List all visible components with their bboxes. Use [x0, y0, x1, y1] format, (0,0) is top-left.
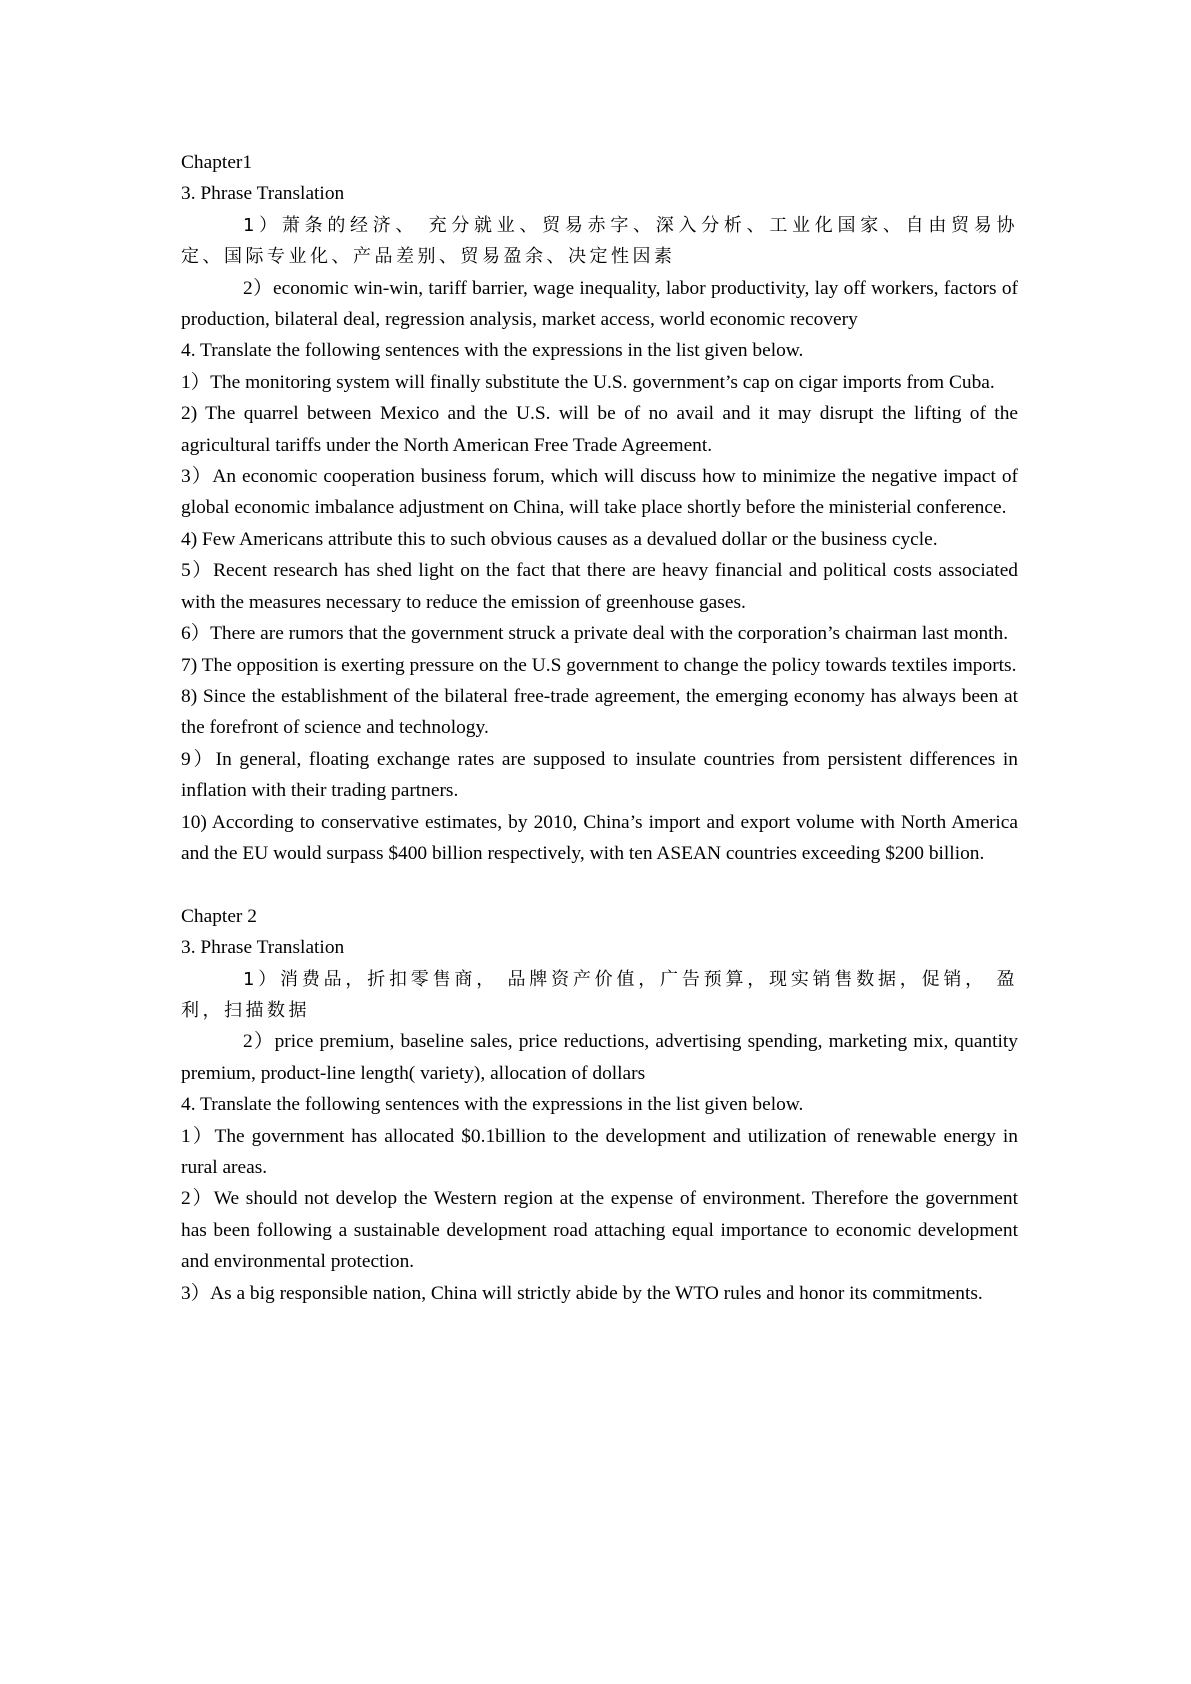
chapter1-phrase-translation-title: 3. Phrase Translation [181, 183, 345, 205]
chapter2-sentence-translation-title: 4. Translate the following sentences with the expressions in the list given below. [181, 1094, 804, 1116]
chapter1-sentence-1: 1）The monitoring system will finally substitute the U.S. government’s cap on cigar imports from Cuba. [181, 371, 995, 393]
chapter1-sentence-5: 5）Recent research has shed light on the fact that there are heavy financial and political costs associated with the measures necessary to reduce the emission of greenhouse gases. [181, 560, 1018, 613]
chapter2-phrase-list-english: 2）price premium, baseline sales, price reductions, advertising spending, marketing mix, quantity premium, product-line length( variety), allocation of dollars [181, 1031, 1018, 1084]
chapter1-phrase-list-english: 2）economic win-win, tariff barrier, wage inequality, labor productivity, lay off workers, factors of production, bilateral deal, regression analysis, market access, world economic recovery [181, 277, 1018, 331]
chapter2-phrase-list-chinese: 1）消费品，折扣零售商， 品牌资产价值，广告预算，现实销售数据，促销， 盈利，扫描数据 [181, 968, 1018, 1021]
chapter2-heading: Chapter 2 [181, 905, 257, 927]
chapter1-sentence-6: 6）There are rumors that the government struck a private deal with the corporation’s chairman last month. [181, 623, 1009, 645]
chapter2-sentence-2: 2）We should not develop the Western region at the expense of environment. Therefore the government has been following a sustainable development road attaching equal importance to economic development and environmental protection. [181, 1188, 1018, 1273]
chapter1-sentence-9: 9）In general, floating exchange rates are supposed to insulate countries from persistent differences in inflation with their trading partners. [181, 748, 1018, 802]
chapter1-phrase-list-chinese: 1）萧条的经济、 充分就业、贸易赤字、深入分析、工业化国家、自由贸易协定、国际专业化、产品差别、贸易盈余、决定性因素 [181, 214, 1018, 268]
document-page [181, 147, 1018, 1309]
chapter1-sentence-10: 10) According to conservative estimates, by 2010, China’s import and export volume with North America and the EU would surpass $400 billion respectively, with ten ASEAN countries exceeding $200 billion. [181, 811, 1018, 864]
chapter1-sentence-2: 2) The quarrel between Mexico and the U.S. will be of no avail and it may disrupt the lifting of the agricultural tariffs under the North American Free Trade Agreement. [181, 403, 1018, 456]
chapter2-sentence-1: 1）The government has allocated $0.1billion to the development and utilization of renewable energy in rural areas. [181, 1125, 1018, 1178]
chapter1-sentence-3: 3）An economic cooperation business forum, which will discuss how to minimize the negative impact of global economic imbalance adjustment on China, will take place shortly before the ministerial conference. [181, 466, 1018, 519]
chapter2-sentence-3: 3）As a big responsible nation, China will strictly abide by the WTO rules and honor its commitments. [181, 1282, 983, 1304]
chapter1-heading: Chapter1 [181, 152, 253, 173]
chapter-spacer [181, 869, 1018, 900]
chapter1-sentence-8: 8) Since the establishment of the bilateral free-trade agreement, the emerging economy has always been at the forefront of science and technology. [181, 685, 1018, 739]
chapter1-sentence-translation-title: 4. Translate the following sentences with the expressions in the list given below. [181, 340, 804, 362]
chapter2-phrase-translation-title: 3. Phrase Translation [181, 937, 345, 959]
chapter1-sentence-7: 7) The opposition is exerting pressure on the U.S government to change the policy towards textiles imports. [181, 654, 1017, 676]
chapter1-sentence-4: 4) Few Americans attribute this to such obvious causes as a devalued dollar or the business cycle. [181, 528, 938, 550]
